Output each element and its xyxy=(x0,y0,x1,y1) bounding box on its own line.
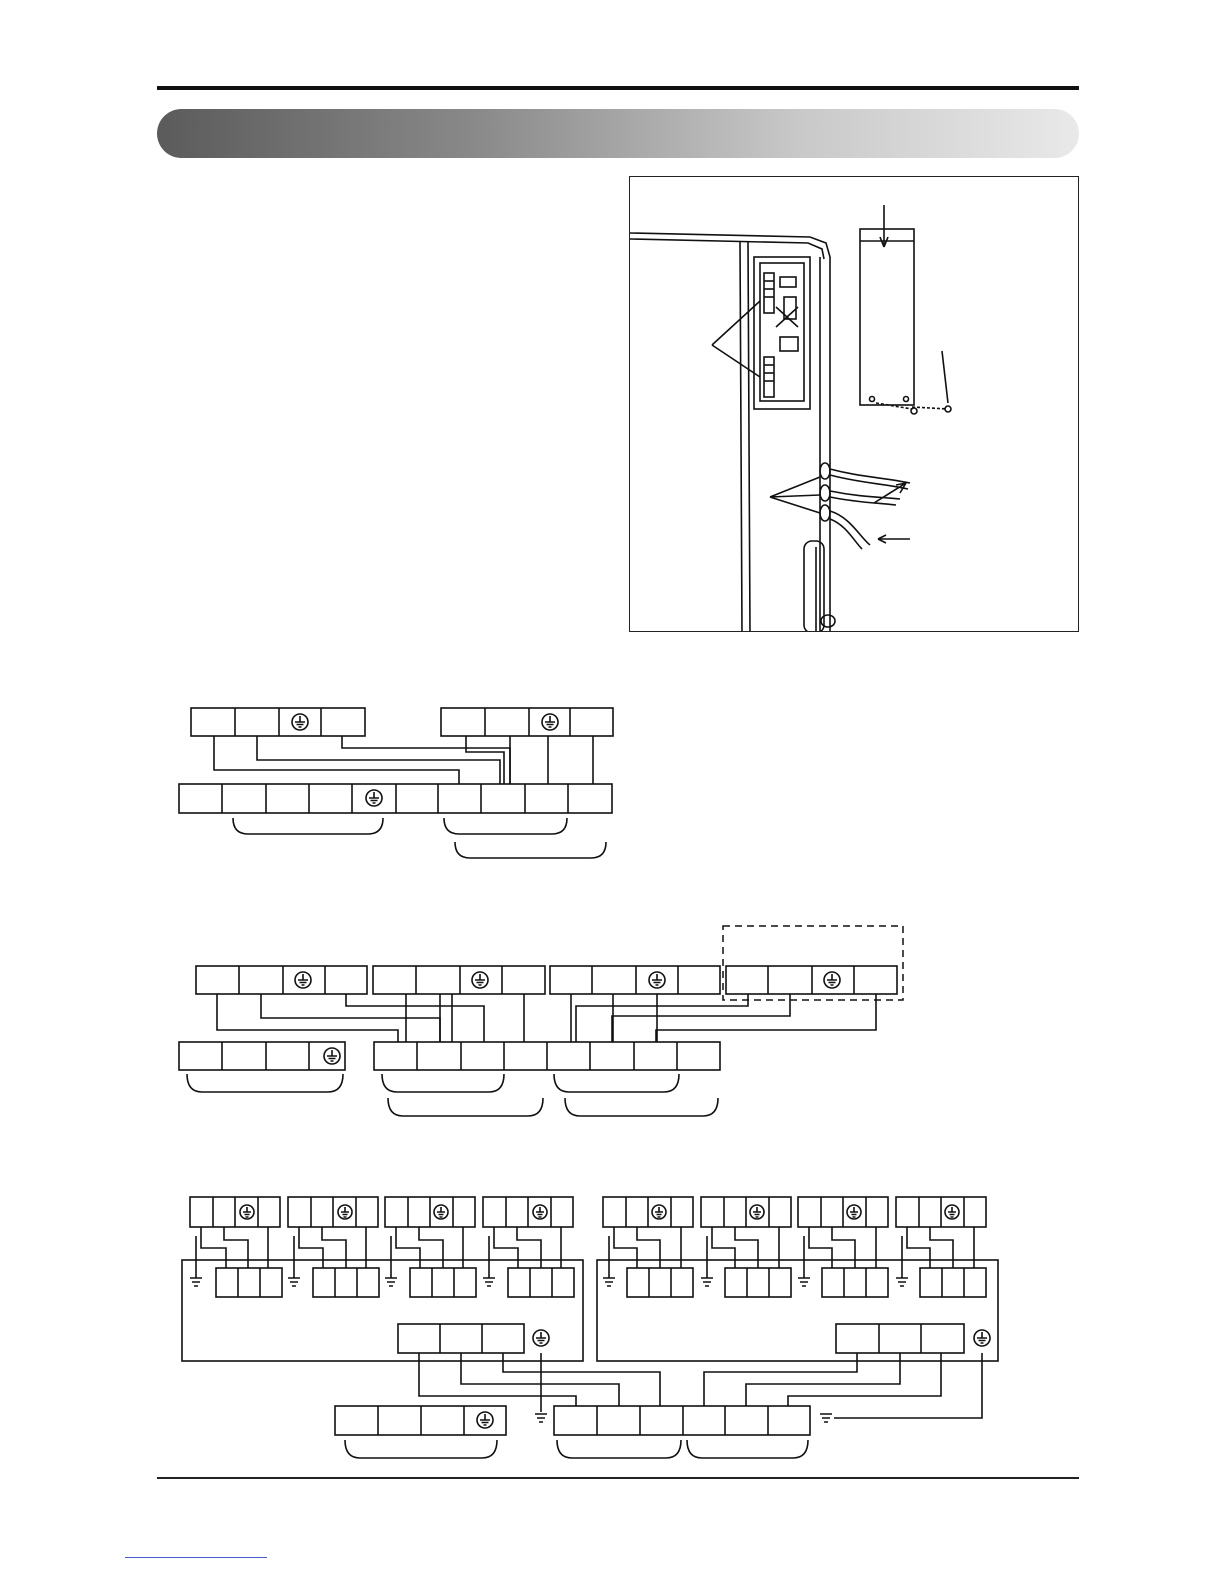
terminal-block-d xyxy=(726,966,897,994)
terminal-block-c xyxy=(550,966,720,994)
earth-symbol-icon xyxy=(750,1205,764,1219)
terminal-block-upper-right xyxy=(441,708,613,736)
earth-symbol-icon xyxy=(366,790,382,806)
earth-symbol-icon xyxy=(240,1205,254,1219)
earth-symbol-icon xyxy=(472,972,488,988)
earth-symbol-icon xyxy=(974,1330,990,1346)
footer-rule xyxy=(157,1477,1079,1479)
left-main-block xyxy=(398,1324,524,1353)
earth-symbol-icon xyxy=(292,714,308,730)
earth-symbol-icon xyxy=(652,1205,666,1219)
ground-icon xyxy=(240,714,990,1428)
upper-blocks xyxy=(190,1197,986,1227)
earth-symbol-icon xyxy=(533,1330,549,1346)
earth-symbol-icon xyxy=(824,972,840,988)
right-main-block xyxy=(836,1324,964,1353)
earth-symbol-icon xyxy=(533,1205,547,1219)
terminal-block-upper-left xyxy=(191,708,365,736)
earth-symbol-icon xyxy=(477,1412,493,1428)
wiring-diagram-eight-outdoor xyxy=(182,1197,998,1458)
terminal-block-main xyxy=(374,1042,720,1070)
earth-symbol-icon xyxy=(649,972,665,988)
terminal-block-a xyxy=(196,966,367,994)
terminal-block-main-bottom xyxy=(554,1406,810,1435)
earth-symbol-icon xyxy=(295,972,311,988)
earth-symbol-icon xyxy=(434,1205,448,1219)
terminal-block-power xyxy=(179,1042,345,1070)
footer-link-underline[interactable] xyxy=(125,1557,267,1558)
earth-symbol-icon xyxy=(945,1205,959,1219)
earth-symbol-icon xyxy=(847,1205,861,1219)
earth-symbol-icon xyxy=(324,1048,340,1064)
inner-blocks xyxy=(216,1268,986,1297)
terminal-block-b xyxy=(373,966,545,994)
terminal-block-lower xyxy=(179,784,612,813)
wiring-diagram-three-outdoor xyxy=(179,926,903,1116)
earth-symbol-icon xyxy=(542,714,558,730)
earth-symbol-icon xyxy=(338,1205,352,1219)
